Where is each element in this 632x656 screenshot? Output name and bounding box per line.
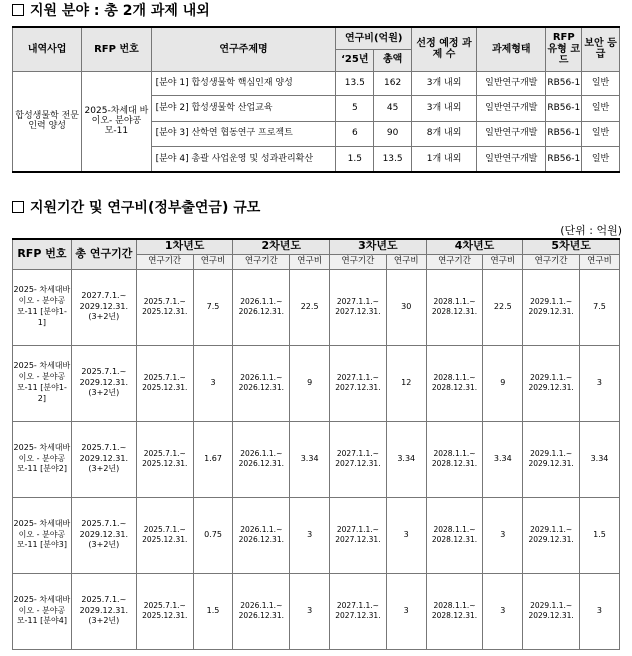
topic-cell: [분야 1] 합성생물학 핵심인재 양성 xyxy=(151,71,336,95)
year-period-cell: 2029.1.1.~ 2029.12.31. xyxy=(523,573,580,649)
header-sub-cost: 연구비 xyxy=(483,254,523,269)
budget-y25-cell: 6 xyxy=(336,121,374,146)
year-cost-cell: 3 xyxy=(579,345,619,421)
code-cell: RB56-1 xyxy=(546,95,582,121)
rfp-number: 2025-차세대 바이오- 분야공모-11 xyxy=(82,71,151,172)
year-period-cell: 2026.1.1.~ 2026.12.31. xyxy=(233,573,290,649)
total-period-cell: 2025.7.1.~ 2029.12.31. (3+2년) xyxy=(71,573,136,649)
header-sub-period: 연구기간 xyxy=(233,254,290,269)
year-period-cell: 2026.1.1.~ 2026.12.31. xyxy=(233,421,290,497)
year-period-cell: 2029.1.1.~ 2029.12.31. xyxy=(523,497,580,573)
year-period-cell: 2025.7.1.~ 2025.12.31. xyxy=(136,497,193,573)
year-cost-cell: 3 xyxy=(579,573,619,649)
code-cell: RB56-1 xyxy=(546,121,582,146)
year-period-cell: 2027.1.1.~ 2027.12.31. xyxy=(330,573,387,649)
header-type: 과제형태 xyxy=(477,27,546,71)
year-cost-cell: 3 xyxy=(386,573,426,649)
budget-row xyxy=(13,421,620,497)
year-period-cell: 2028.1.1.~ 2028.12.31. xyxy=(426,421,483,497)
year-period-cell: 2029.1.1.~ 2029.12.31. xyxy=(523,345,580,421)
count-cell: 8개 내외 xyxy=(412,121,477,146)
year-cost-cell: 3.34 xyxy=(579,421,619,497)
type-cell: 일반연구개발 xyxy=(477,71,546,95)
period-budget-table xyxy=(12,238,620,650)
section1-title: 지원 분야 : 총 2개 과제 내외 xyxy=(30,3,210,19)
topic-cell: [분야 3] 산학연 협동연구 프로젝트 xyxy=(151,121,336,146)
rfp-cell: 2025- 차세대바이오 - 분야공모-11 [분야4] xyxy=(13,573,72,649)
rfp-cell: 2025- 차세대바이오 - 분야공모-11 [분야1-1] xyxy=(13,269,72,345)
header-y25: ‘25년 xyxy=(336,49,374,71)
count-cell: 3개 내외 xyxy=(412,71,477,95)
header-sub-cost: 연구비 xyxy=(579,254,619,269)
type-cell: 일반연구개발 xyxy=(477,95,546,121)
unit-label: (단위 : 억원) xyxy=(560,224,622,237)
security-cell: 일반 xyxy=(582,146,620,172)
budget-row xyxy=(13,497,620,573)
header-year: 4차년도 xyxy=(426,239,523,254)
header-security: 보안 등급 xyxy=(582,27,620,71)
budget-row xyxy=(13,269,620,345)
section2-heading xyxy=(12,197,260,217)
year-period-cell: 2029.1.1.~ 2029.12.31. xyxy=(523,269,580,345)
rfp-cell: 2025- 차세대바이오 - 분야공모-11 [분야3] xyxy=(13,497,72,573)
year-cost-cell: 3.34 xyxy=(386,421,426,497)
total-period-cell: 2025.7.1.~ 2029.12.31. (3+2년) xyxy=(71,497,136,573)
security-cell: 일반 xyxy=(582,121,620,146)
header-sub-period: 연구기간 xyxy=(426,254,483,269)
total-period-cell: 2025.7.1.~ 2029.12.31. (3+2년) xyxy=(71,421,136,497)
header-total: 총액 xyxy=(374,49,412,71)
topic-cell: [분야 2] 합성생물학 산업교육 xyxy=(151,95,336,121)
header-budget: 연구비(억원) xyxy=(336,27,412,49)
header-rfp: RFP 번호 xyxy=(82,27,151,71)
count-cell: 1개 내외 xyxy=(412,146,477,172)
year-period-cell: 2027.1.1.~ 2027.12.31. xyxy=(330,421,387,497)
header-code: RFP 유형 코드 xyxy=(546,27,582,71)
year-cost-cell: 3 xyxy=(483,573,523,649)
year-period-cell: 2025.7.1.~ 2025.12.31. xyxy=(136,421,193,497)
year-cost-cell: 0.75 xyxy=(193,497,233,573)
field-row xyxy=(13,71,620,95)
header-year: 3차년도 xyxy=(330,239,427,254)
year-period-cell: 2025.7.1.~ 2025.12.31. xyxy=(136,269,193,345)
year-period-cell: 2028.1.1.~ 2028.12.31. xyxy=(426,345,483,421)
total-period-cell: 2025.7.1.~ 2029.12.31. (3+2년) xyxy=(71,345,136,421)
year-cost-cell: 9 xyxy=(483,345,523,421)
year-period-cell: 2027.1.1.~ 2027.12.31. xyxy=(330,345,387,421)
header-count: 선정 예정 과제 수 xyxy=(412,27,477,71)
year-cost-cell: 3 xyxy=(290,573,330,649)
year-period-cell: 2027.1.1.~ 2027.12.31. xyxy=(330,497,387,573)
header-topic: 연구주제명 xyxy=(151,27,336,71)
budget-total-cell: 45 xyxy=(374,95,412,121)
header-sub-period: 연구기간 xyxy=(330,254,387,269)
year-period-cell: 2028.1.1.~ 2028.12.31. xyxy=(426,573,483,649)
code-cell: RB56-1 xyxy=(546,146,582,172)
security-cell: 일반 xyxy=(582,71,620,95)
year-period-cell: 2026.1.1.~ 2026.12.31. xyxy=(233,497,290,573)
year-period-cell: 2028.1.1.~ 2028.12.31. xyxy=(426,269,483,345)
year-cost-cell: 1.5 xyxy=(579,497,619,573)
year-period-cell: 2026.1.1.~ 2026.12.31. xyxy=(233,269,290,345)
budget-y25-cell: 1.5 xyxy=(336,146,374,172)
checkbox-square-icon xyxy=(12,201,24,213)
support-field-table xyxy=(12,26,620,173)
budget-row xyxy=(13,345,620,421)
year-period-cell: 2026.1.1.~ 2026.12.31. xyxy=(233,345,290,421)
year-period-cell: 2027.1.1.~ 2027.12.31. xyxy=(330,269,387,345)
year-cost-cell: 1.5 xyxy=(193,573,233,649)
header-year: 2차년도 xyxy=(233,239,330,254)
code-cell: RB56-1 xyxy=(546,71,582,95)
header-rfp: RFP 번호 xyxy=(13,239,72,269)
budget-total-cell: 90 xyxy=(374,121,412,146)
year-cost-cell: 12 xyxy=(386,345,426,421)
year-cost-cell: 7.5 xyxy=(579,269,619,345)
year-cost-cell: 7.5 xyxy=(193,269,233,345)
header-total-period: 총 연구기간 xyxy=(71,239,136,269)
year-period-cell: 2025.7.1.~ 2025.12.31. xyxy=(136,345,193,421)
header-sub-period: 연구기간 xyxy=(523,254,580,269)
rfp-cell: 2025- 차세대바이오 - 분야공모-11 [분야2] xyxy=(13,421,72,497)
type-cell: 일반연구개발 xyxy=(477,146,546,172)
year-cost-cell: 22.5 xyxy=(290,269,330,345)
budget-y25-cell: 5 xyxy=(336,95,374,121)
year-cost-cell: 3 xyxy=(193,345,233,421)
header-sub-cost: 연구비 xyxy=(290,254,330,269)
budget-total-cell: 13.5 xyxy=(374,146,412,172)
year-cost-cell: 30 xyxy=(386,269,426,345)
header-year: 1차년도 xyxy=(136,239,233,254)
year-cost-cell: 3 xyxy=(290,497,330,573)
header-year: 5차년도 xyxy=(523,239,620,254)
header-sub-period: 연구기간 xyxy=(136,254,193,269)
header-sub-cost: 연구비 xyxy=(386,254,426,269)
header-sub-cost: 연구비 xyxy=(193,254,233,269)
year-cost-cell: 22.5 xyxy=(483,269,523,345)
topic-cell: [분야 4] 총괄 사업운영 및 성과관리확산 xyxy=(151,146,336,172)
header-business: 내역사업 xyxy=(13,27,82,71)
type-cell: 일반연구개발 xyxy=(477,121,546,146)
year-cost-cell: 9 xyxy=(290,345,330,421)
budget-row xyxy=(13,573,620,649)
year-period-cell: 2025.7.1.~ 2025.12.31. xyxy=(136,573,193,649)
section1-heading xyxy=(12,0,210,20)
year-cost-cell: 1.67 xyxy=(193,421,233,497)
section2-title: 지원기간 및 연구비(정부출연금) 규모 xyxy=(30,200,261,216)
security-cell: 일반 xyxy=(582,95,620,121)
budget-y25-cell: 13.5 xyxy=(336,71,374,95)
rfp-cell: 2025- 차세대바이오 - 분야공모-11 [분야1-2] xyxy=(13,345,72,421)
year-cost-cell: 3.34 xyxy=(483,421,523,497)
year-period-cell: 2028.1.1.~ 2028.12.31. xyxy=(426,497,483,573)
year-cost-cell: 3 xyxy=(386,497,426,573)
checkbox-square-icon xyxy=(12,4,24,16)
year-cost-cell: 3.34 xyxy=(290,421,330,497)
count-cell: 3개 내외 xyxy=(412,95,477,121)
total-period-cell: 2027.7.1.~ 2029.12.31. (3+2년) xyxy=(71,269,136,345)
business-name: 합성생물학 전문인력 양성 xyxy=(13,71,82,172)
year-period-cell: 2029.1.1.~ 2029.12.31. xyxy=(523,421,580,497)
budget-total-cell: 162 xyxy=(374,71,412,95)
year-cost-cell: 3 xyxy=(483,497,523,573)
